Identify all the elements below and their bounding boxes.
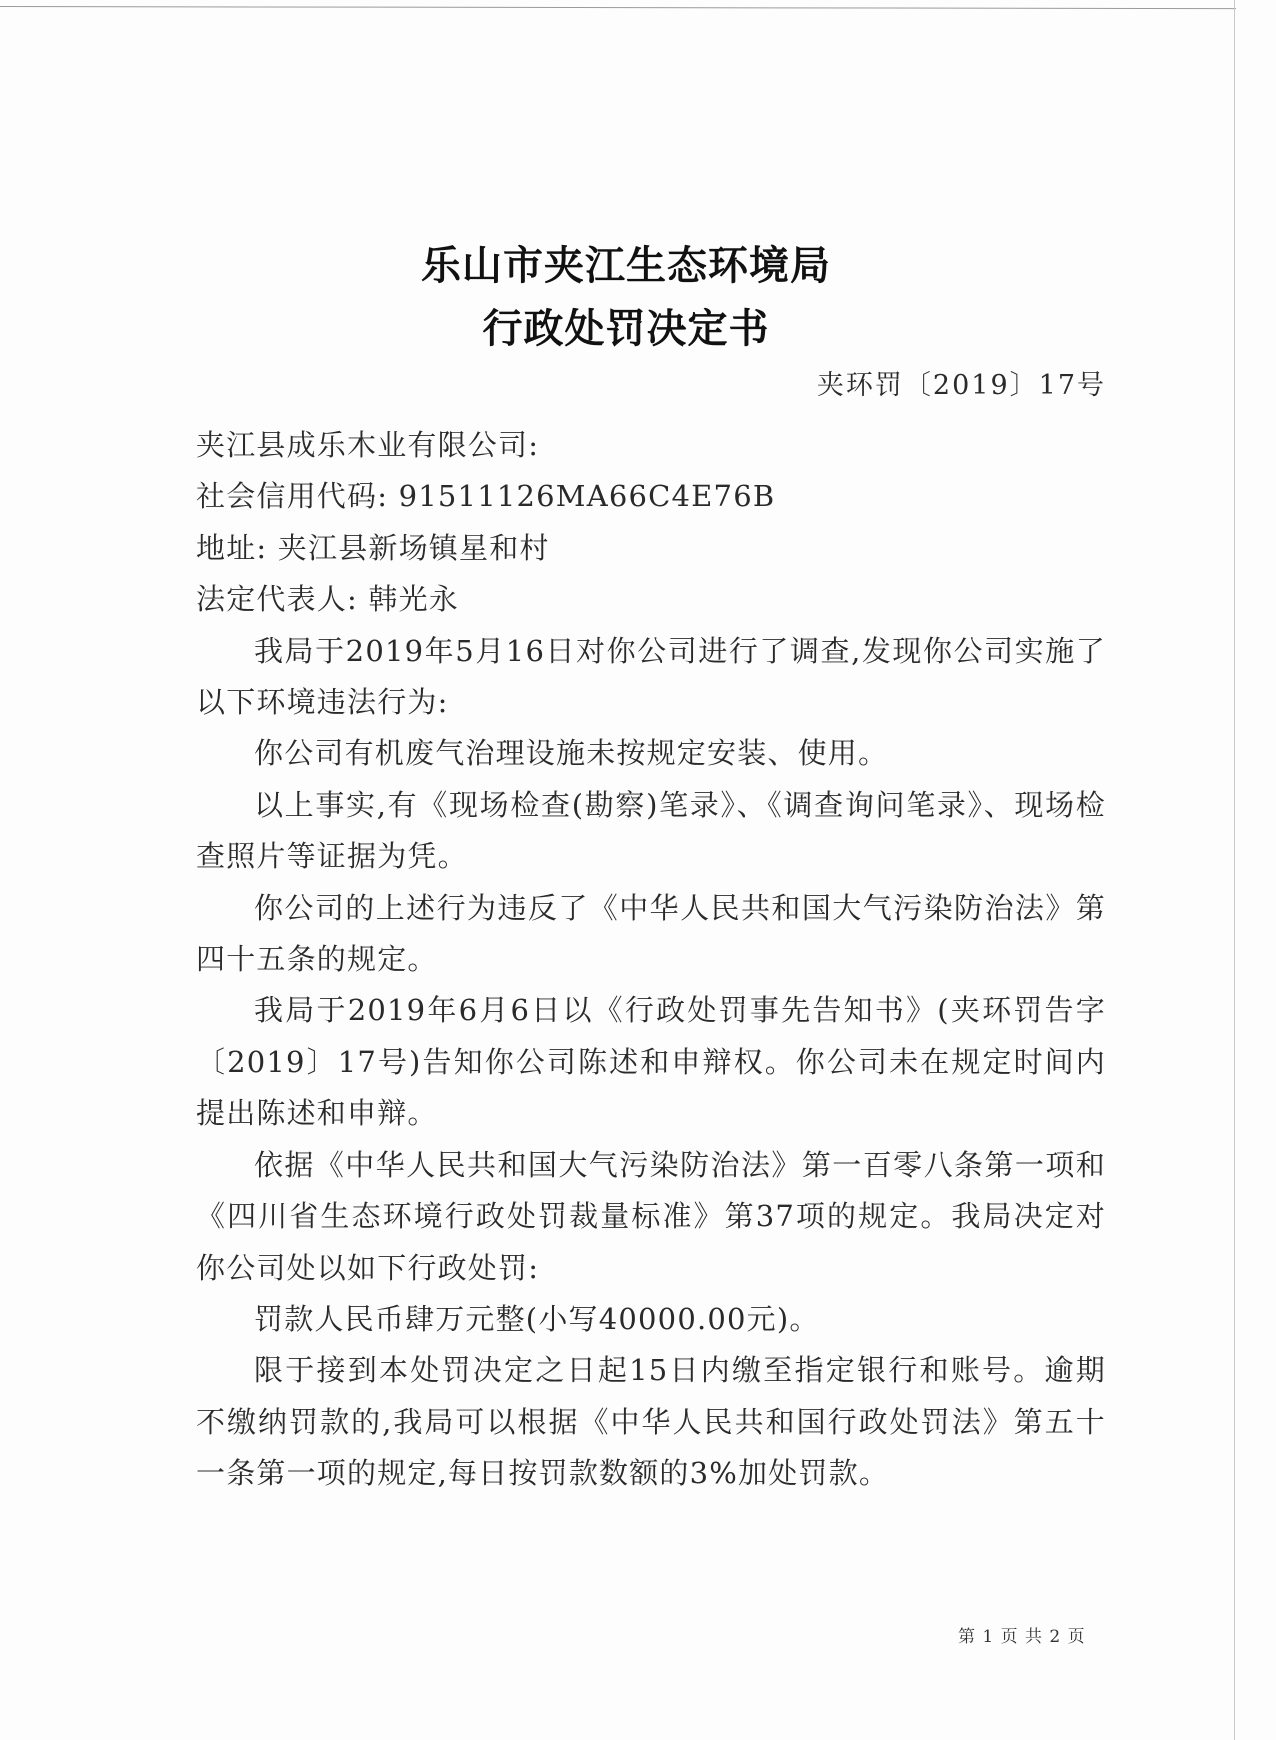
paragraph-fine: 罚款人民币肆万元整(小写40000.00元)。 <box>254 1301 820 1336</box>
paragraph-legal-basis: 依据《中华人民共和国大气污染防治法》第一百零八条第一项和《四川省生态环境行政处罚裁量标准》第37项的规定。我局决定对你公司处以如下行政处罚: <box>196 1147 1106 1285</box>
paragraph-law-violated: 你公司的上述行为违反了《中华人民共和国大气污染防治法》第四十五条的规定。 <box>196 890 1106 977</box>
document-title-agency: 乐山市夹江生态环境局 <box>421 242 831 289</box>
paragraph-evidence: 以上事实,有《现场检查(勘察)笔录》、《调查询问笔录》、现场检查照片等证据为凭。 <box>196 787 1106 874</box>
document-number: 夹环罚〔2019〕17号 <box>816 370 1106 401</box>
address: 地址: 夹江县新场镇星和村 <box>196 530 550 565</box>
paragraph-violation: 你公司有机废气治理设施未按规定安装、使用。 <box>254 736 889 771</box>
paragraph-notice: 我局于2019年6月6日以《行政处罚事先告知书》(夹环罚告字〔2019〕17号)告知你公司陈述和申辩权。你公司未在规定时间内提出陈述和申辩。 <box>196 993 1106 1131</box>
paragraph-payment-terms: 限于接到本处罚决定之日起15日内缴至指定银行和账号。逾期不缴纳罚款的,我局可以根据《中华人民共和国行政处罚法》第五十一条第一项的规定,每日按罚款数额的3%加处罚款。 <box>196 1353 1106 1491</box>
addressee: 夹江县成乐木业有限公司: <box>196 428 540 462</box>
legal-representative: 法定代表人: 韩光永 <box>196 582 459 617</box>
credit-code: 社会信用代码: 91511126MA66C4E76B <box>196 479 776 514</box>
document-title-type: 行政处罚决定书 <box>482 305 770 352</box>
paragraph-investigation: 我局于2019年5月16日对你公司进行了调查,发现你公司实施了以下环境违法行为: <box>196 633 1106 720</box>
document-body <box>196 420 1106 1500</box>
page-number-footer: 第 1 页 共 2 页 <box>958 1627 1086 1647</box>
